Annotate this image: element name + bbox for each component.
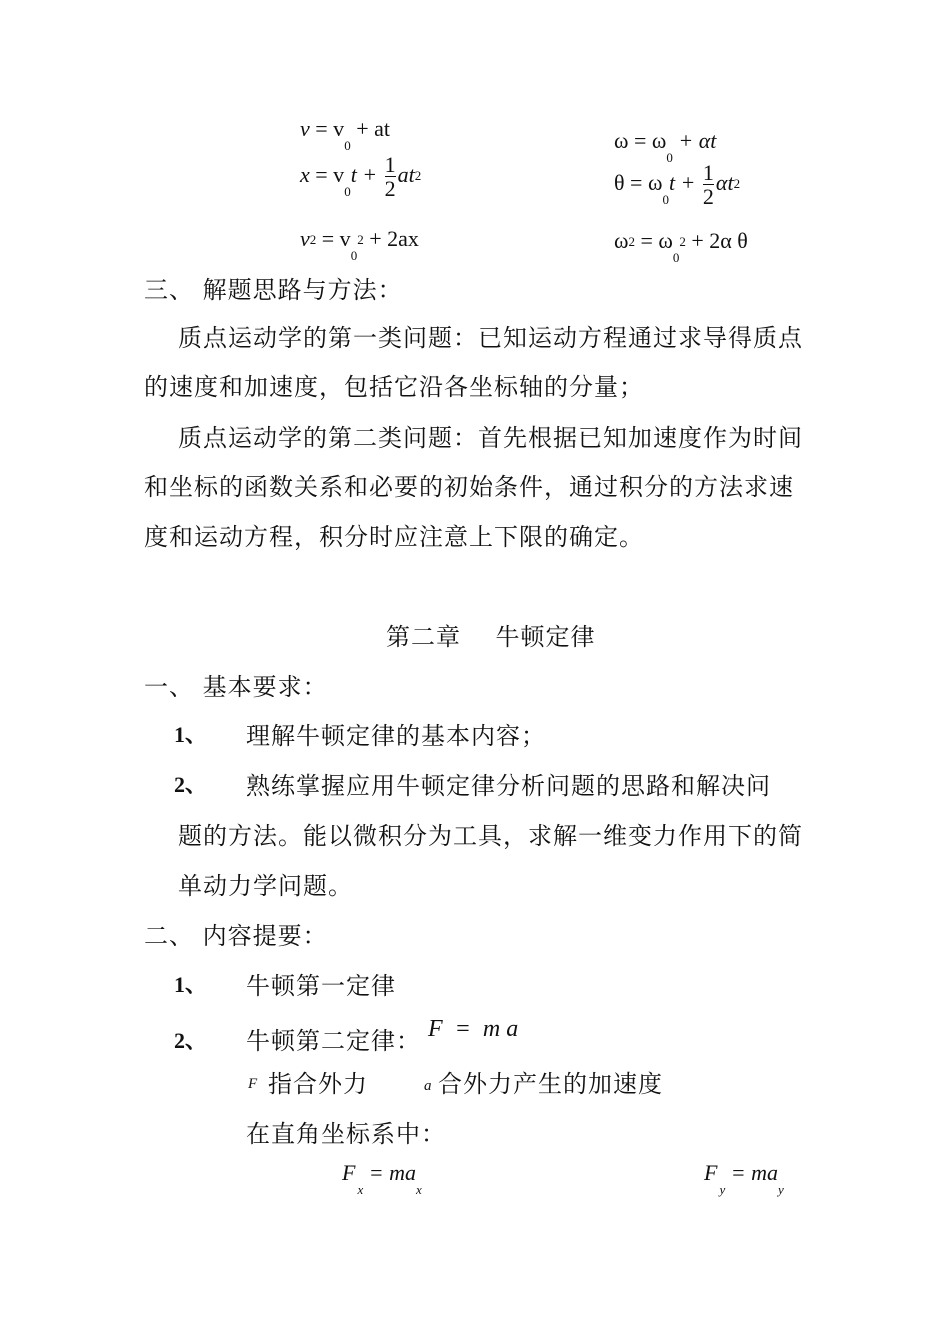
requirement-2-line3: 单动力学问题。 (178, 872, 353, 900)
chapter-title: 第二章 牛顿定律 (386, 623, 596, 651)
content-summary-heading: 二、 内容提要： (144, 922, 328, 950)
summary-2-text: 牛顿第二定律： (246, 1027, 421, 1055)
section3-paragraph2-line1: 质点运动学的第二类问题：首先根据已知加速度作为时间 (178, 424, 803, 452)
eq-angular-velocity-squared: $\omega 2 = \omega_02 + 2\alpha$ θ (614, 228, 748, 265)
requirement-2-number: 2、 (174, 772, 208, 797)
requirement-1-text: 理解牛顿定律的基本内容； (246, 722, 546, 750)
section3-heading: 三、 解题思路与方法： (144, 276, 403, 304)
requirement-1-number: 1、 (174, 722, 208, 747)
summary-1-number: 1、 (174, 972, 208, 997)
fraction-half: $\frac{1}{2}$ (384, 152, 396, 201)
summary-2-number: 2、 (174, 1028, 208, 1053)
cartesian-intro: 在直角坐标系中： (246, 1120, 446, 1148)
acceleration-description: 合外力产生的加速度 (438, 1070, 663, 1098)
newton-second-law-formula: F = m a (428, 1016, 519, 1042)
eq-velocity-linear: $v = v_0$ + at (300, 116, 390, 153)
section3-paragraph1-line1: 质点运动学的第一类问题：已知运动方程通过求导得质点 (178, 324, 803, 352)
eq-angular-velocity: $\omega = \omega_0 + \alpha t$ (614, 128, 717, 165)
force-x-component: $F_x = ma_x$ (342, 1160, 422, 1197)
eq-angular-position: $\theta = \omega_0t$ + $\frac{1}{2}$ αt2 (614, 160, 741, 209)
symbol-a: a (424, 1078, 432, 1094)
fraction-half-angular: $\frac{1}{2}$ (702, 160, 714, 209)
section3-paragraph1-line2: 的速度和加速度，包括它沿各坐标轴的分量； (144, 373, 644, 401)
eq-velocity-squared-linear: $v2 = v_02 + 2ax$ (300, 226, 419, 263)
summary-1-text: 牛顿第一定律 (246, 972, 396, 1000)
section3-paragraph2-line2: 和坐标的函数关系和必要的初始条件，通过积分的方法求速 (144, 473, 794, 501)
requirement-2-line1: 熟练掌握应用牛顿定律分析问题的思路和解决问 (246, 772, 771, 800)
section3-paragraph2-line3: 度和运动方程，积分时应注意上下限的确定。 (144, 523, 644, 551)
basic-requirements-heading: 一、 基本要求： (144, 673, 328, 701)
symbol-F: F (248, 1076, 258, 1092)
net-force-description: 指合外力 (268, 1070, 368, 1098)
force-y-component: $F_y = ma_y$ (704, 1160, 784, 1197)
eq-position-linear: $x = v_0t$ + $\frac{1}{2}$ at2 (300, 152, 422, 201)
requirement-2-line2: 题的方法。能以微积分为工具，求解一维变力作用下的简 (178, 822, 803, 850)
